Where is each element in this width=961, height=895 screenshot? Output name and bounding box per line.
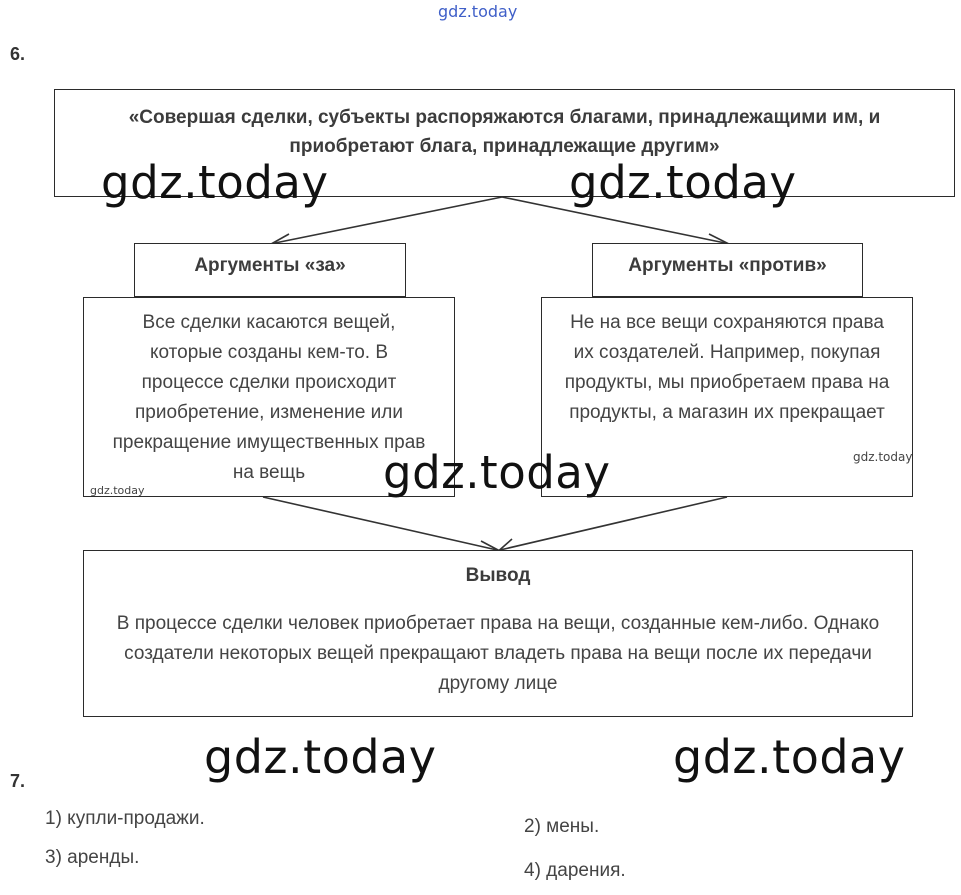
answer-item-2: 2) мены. [524, 816, 600, 837]
answer-item-1: 1) купли-продажи. [45, 808, 205, 829]
watermark: gdz.today [673, 730, 906, 784]
watermark-small: gdz.today [853, 450, 913, 464]
pro-header-box [134, 243, 406, 297]
conclusion-box [83, 550, 913, 717]
contra-header: Аргументы «против» [628, 255, 827, 276]
watermark-small: gdz.today [90, 484, 145, 497]
watermark: gdz.today [204, 730, 437, 784]
contra-header-box [592, 243, 863, 297]
answer-item-4: 4) дарения. [524, 860, 626, 881]
section-7-number: 7. [10, 771, 26, 791]
section-6-number: 6. [10, 44, 26, 64]
watermark: gdz.today [569, 156, 797, 209]
watermark: gdz.today [383, 446, 611, 499]
answer-item-3: 3) аренды. [45, 847, 140, 868]
contra-text: Не на все вещи сохраняются права их создателей. Например, покупая продукты, мы приобретаем права на продукты, а магазин их прекращает [564, 312, 890, 423]
arrow-contra-to-conclusion [500, 497, 727, 550]
watermark: gdz.today [101, 156, 329, 209]
conclusion-header: Вывод [465, 565, 531, 586]
conclusion-text: В процессе сделки человек приобретает права на вещи, созданные кем-либо. Однако создатели некоторых вещей прекращают владеть права на вещи после их передачи другому лице [116, 613, 880, 694]
arrow-pro-to-conclusion [263, 497, 497, 550]
watermark-top: gdz.today [438, 2, 518, 21]
pro-header: Аргументы «за» [194, 255, 346, 276]
quote-text: «Совершая сделки, субъекты распоряжаются благами, принадлежащими им, и приобретают блага, принадлежащие другим» [128, 107, 881, 157]
pro-text: Все сделки касаются вещей, которые созданы кем-то. В процессе сделки происходит приобретение, изменение или прекращение имущественных прав на вещь [112, 312, 426, 483]
